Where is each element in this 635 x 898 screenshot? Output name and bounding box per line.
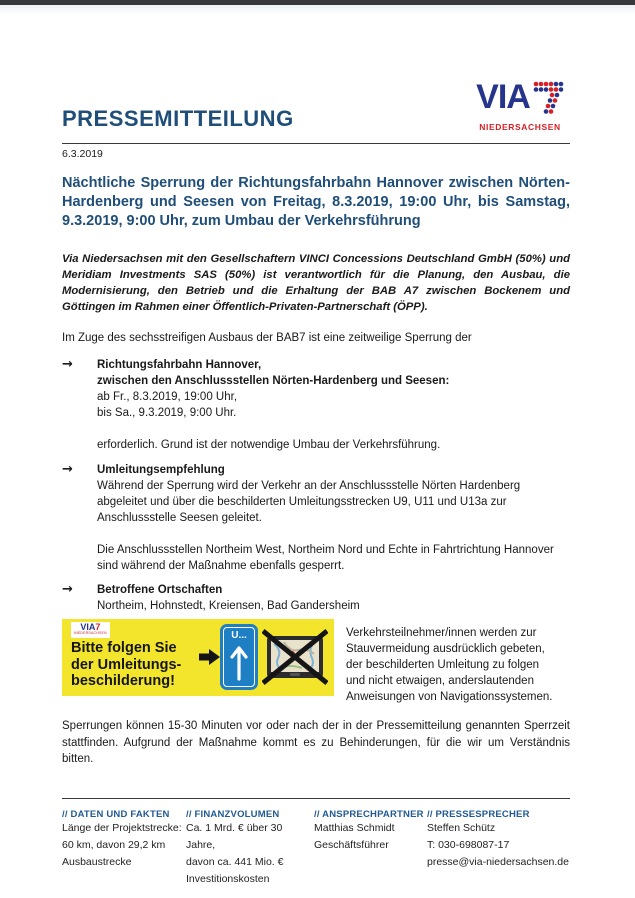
document-type-heading: PRESSEMITTEILUNG bbox=[62, 106, 294, 131]
mini-logo-digit: 7 bbox=[95, 622, 101, 632]
footer bbox=[62, 798, 570, 888]
traffic-advice-line3: der beschilderten Umleitung zu folgen bbox=[346, 659, 540, 671]
arrow-bullet-icon: → bbox=[62, 357, 73, 372]
via7-mini-logo bbox=[71, 622, 110, 638]
header bbox=[62, 78, 570, 132]
bullet-closure-details-body bbox=[97, 357, 570, 453]
bullet-closure-details bbox=[62, 357, 570, 453]
detour-sign-label: U... bbox=[231, 630, 247, 641]
up-arrow-icon bbox=[228, 641, 250, 681]
footer-contact-name: Matthias Schmidt bbox=[314, 822, 395, 834]
traffic-advice-line5: Anweisungen von Navigationssystemen. bbox=[346, 691, 553, 703]
detour-banner bbox=[62, 619, 334, 696]
banner-slogan bbox=[71, 640, 181, 690]
footer-finance-column bbox=[186, 809, 314, 888]
lead-sentence: Im Zuge des sechsstreifigen Ausbaus der BAB7 ist eine zeitweilige Sperrung der bbox=[62, 332, 472, 344]
banner-slogan-line3: beschilderung! bbox=[71, 673, 175, 689]
detour-title: Umleitungsempfehlung bbox=[97, 464, 225, 476]
release-date: 6.3.2019 bbox=[62, 148, 103, 160]
arrow-bullet-icon: → bbox=[62, 582, 73, 597]
bullet-affected-towns bbox=[62, 582, 570, 614]
footer-press-name: Steffen Schütz bbox=[427, 822, 496, 834]
footer-press-phone: T: 030-698087-17 bbox=[427, 839, 510, 851]
header-divider bbox=[62, 143, 570, 144]
footer-press-email: presse@via-niedersachsen.de bbox=[427, 856, 569, 868]
footer-finance-header: // FINANZVOLUMEN bbox=[186, 809, 280, 820]
footer-finance-line3: Investitionskosten bbox=[186, 873, 270, 885]
traffic-advice-line2: Stauvermeidung ausdrücklich gebeten, bbox=[346, 643, 545, 655]
detour-description: Während der Sperrung wird der Verkehr an der Anschlussstelle Nörten Hardenberg abgeleitet und über die beschilderten Umleitungsstrecken U9, U11 und U13a zur Anschlussstelle Seesen geleitet. bbox=[97, 480, 521, 524]
bullet-affected-towns-body bbox=[97, 582, 570, 614]
footer-facts-line2: 60 km, davon 29,2 km bbox=[62, 839, 166, 851]
via7-logo-word: VIA bbox=[476, 78, 530, 116]
footer-contact-column bbox=[314, 809, 427, 888]
company-intro-paragraph: Via Niedersachsen mit den Gesellschaftern VINCI Concessions Deutschland GmbH (50%) und Meridiam Investments SAS (50%) ist verantwortlich für die Planung, den Ausbau, die Modernisierung, den Betrieb und die Erhaltung der BAB A7 zwischen Bockenem und Göttingen im Rahmen einer Öffentlich-Privaten-Partnerschaft (ÖPP). bbox=[62, 253, 570, 313]
banner-slogan-line2: der Umleitungs- bbox=[71, 656, 182, 673]
closure-end-line: bis Sa., 9.3.2019, 9:00 Uhr. bbox=[97, 407, 237, 419]
traffic-advice-line4: und nicht etwaigen, anderslautenden bbox=[346, 675, 534, 687]
footer-facts-header: // DATEN UND FAKTEN bbox=[62, 809, 170, 820]
footer-finance-line1: Ca. 1 Mrd. € über 30 Jahre, bbox=[186, 822, 283, 851]
logo-seven-dots-icon bbox=[532, 80, 564, 121]
via7-logo-main bbox=[470, 78, 570, 121]
via7-logo bbox=[470, 78, 570, 132]
detour-road-sign bbox=[220, 624, 258, 690]
footer-contact-header: // ANSPRECHPARTNER bbox=[314, 809, 424, 820]
closure-section-line: zwischen den Anschlussstellen Nörten-Hardenberg und Seesen: bbox=[97, 375, 450, 387]
traffic-advice-line1: Verkehrsteilnehmer/innen werden zur bbox=[346, 627, 537, 639]
closing-paragraph: Sperrungen können 15-30 Minuten vor oder nach der in der Pressemitteilung genannten Sperrzeit stattfinden. Aufgrund der Maßnahme kommt es zu Behinderungen, für die wir um Verständnis bitten. bbox=[62, 720, 570, 765]
bullet-detour-recommendation bbox=[62, 462, 570, 574]
detour-additional-closures: Die Anschlussstellen Northeim West, Northeim Nord und Echte in Fahrtrichtung Hannover sind während der Maßnahme ebenfalls gesperrt. bbox=[97, 544, 554, 572]
footer-facts-column bbox=[62, 809, 186, 888]
navigation-device-crossed-icon bbox=[262, 628, 328, 691]
footer-press-header: // PRESSESPRECHER bbox=[427, 809, 530, 820]
affected-towns-title: Betroffene Ortschaften bbox=[97, 584, 223, 596]
mini-logo-region: NIEDERSACHSEN bbox=[74, 631, 107, 635]
right-arrow-icon bbox=[199, 649, 220, 670]
affected-towns-list: Northeim, Hohnstedt, Kreiensen, Bad Gandersheim bbox=[97, 600, 360, 612]
footer-finance-line2: davon ca. 441 Mio. € bbox=[186, 856, 284, 868]
closure-reason: erforderlich. Grund ist der notwendige Umbau der Verkehrsführung. bbox=[97, 439, 441, 451]
footer-facts-line3: Ausbaustrecke bbox=[62, 856, 132, 868]
via7-logo-region: NIEDERSACHSEN bbox=[479, 122, 561, 132]
traffic-advice-text bbox=[346, 619, 552, 705]
press-release-title: Nächtliche Sperrung der Richtungsfahrbahn Hannover zwischen Nörten-Hardenberg und Seesen von Freitag, 8.3.2019, 19:00 Uhr, bis Samstag, 9.3.2019, 9:00 Uhr, zum Umbau der Verkehrsführung bbox=[62, 175, 570, 229]
footer-contact-role: Geschäftsführer bbox=[314, 839, 389, 851]
detour-banner-row bbox=[62, 619, 570, 705]
footer-press-column bbox=[427, 809, 570, 888]
mini-logo-word: VIA bbox=[80, 622, 96, 632]
closure-start-line: ab Fr., 8.3.2019, 19:00 Uhr, bbox=[97, 391, 238, 403]
arrow-bullet-icon: → bbox=[62, 462, 73, 477]
banner-slogan-line1: Bitte folgen Sie bbox=[71, 640, 177, 656]
footer-facts-line1: Länge der Projektstrecke: bbox=[62, 822, 182, 834]
closure-direction-line: Richtungsfahrbahn Hannover, bbox=[97, 359, 262, 371]
bullet-detour-body bbox=[97, 462, 570, 574]
